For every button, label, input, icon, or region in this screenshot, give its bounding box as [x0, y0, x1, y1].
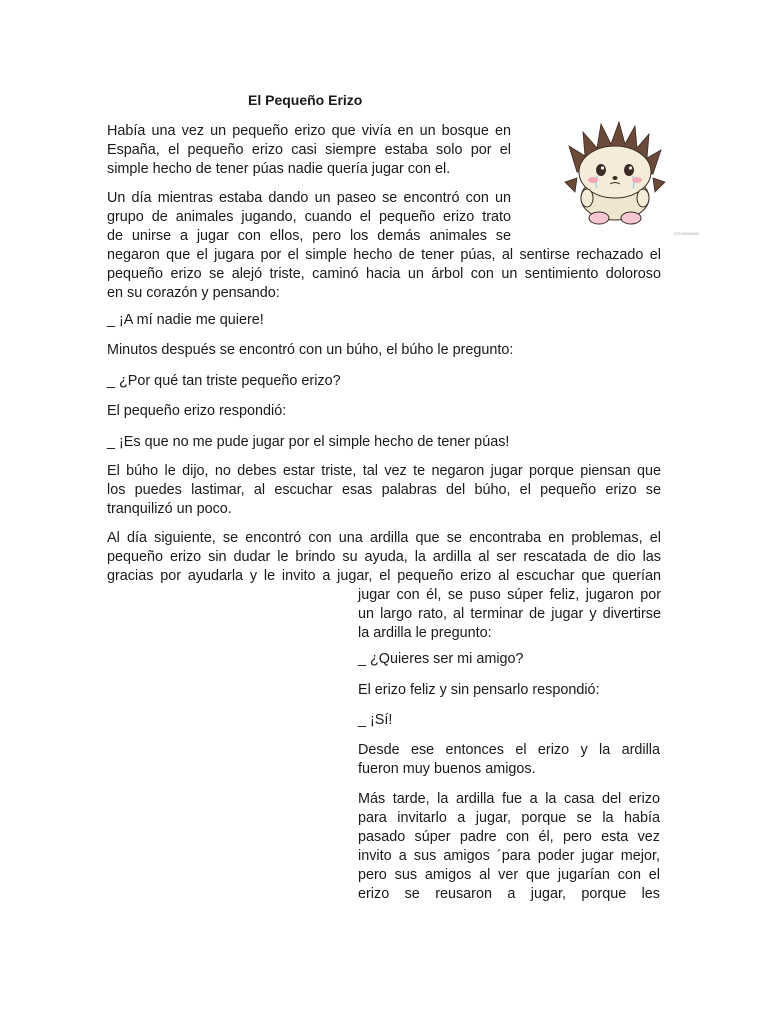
- paragraph-8: [107, 462, 661, 519]
- paragraph: Minutos después se encontró con un búho, el búho le pregunto:: [107, 342, 514, 358]
- dialogue-line: _ ¿Por qué tan triste pequeño erizo?: [107, 373, 341, 389]
- text-line: España, el pequeño erizo casi siempre estaba solo por el: [107, 142, 511, 158]
- text-line: un largo rato, al terminar de jugar y divertirse: [358, 606, 661, 622]
- text-line: El búho le dijo, no debes estar triste, tal vez te negaron jugar porque piensan que: [107, 463, 661, 479]
- paragraph-13: [358, 741, 660, 779]
- text-line: simple hecho de tener púas nadie quería jugar con el.: [107, 161, 451, 177]
- text-line: pequeño erizo sin dudar le brindo su ayuda, la ardilla al ser rescatada de dio las: [107, 549, 661, 565]
- text-line: tranquilizó un poco.: [107, 501, 232, 517]
- text-line: negaron que el jugara por el simple hecho de tener púas, al sentirse rechazado el: [107, 247, 661, 263]
- text-line: para invitarlo a jugar, porque se la había: [358, 810, 660, 826]
- dialogue-line: _ ¡Sí!: [358, 712, 393, 728]
- text-line: los puedes lastimar, al escuchar esas palabras del búho, el pequeño erizo se: [107, 482, 661, 498]
- text-line: Había una vez un pequeño erizo que vivía en un bosque en: [107, 123, 511, 139]
- text-line: grupo de animales jugando, cuando el pequeño erizo trato: [107, 209, 511, 225]
- text-line: Más tarde, la ardilla fue a la casa del erizo: [358, 791, 660, 807]
- text-line: erizo se reusaron a jugar, porque les: [358, 886, 660, 902]
- hedgehog-icon: [525, 112, 705, 236]
- paragraph: El pequeño erizo respondió:: [107, 403, 287, 419]
- text-line: Desde ese entonces el erizo y la ardilla: [358, 742, 660, 758]
- dialogue-line: _ ¡A mí nadie me quiere!: [107, 312, 264, 328]
- dialogue-line: _ ¿Quieres ser mi amigo?: [358, 651, 524, 667]
- text-line: en su corazón y pensando:: [107, 285, 280, 301]
- text-line: pasado súper padre con él, pero esta vez: [358, 829, 660, 845]
- hedgehog-illustration: [525, 112, 705, 236]
- text-line: fueron muy buenos amigos.: [358, 761, 536, 777]
- paragraph: El erizo feliz y sin pensarlo respondió:: [358, 682, 600, 698]
- image-credit: GOODMAMI: [673, 231, 699, 236]
- text-line: de unirse a jugar con ellos, pero los demás animales se: [107, 228, 511, 244]
- text-line: jugar con él, se puso súper feliz, jugaron por: [358, 587, 661, 603]
- text-line: Al día siguiente, se encontró con una ardilla que se encontraba en problemas, el: [107, 530, 661, 546]
- document-title: El Pequeño Erizo: [248, 92, 363, 108]
- text-line: invito a sus amigos ´para poder jugar mejor,: [358, 848, 660, 864]
- text-line: pero sus amigos al ver que jugarían con el: [358, 867, 660, 883]
- text-line: pequeño erizo se alejó triste, caminó hacia un árbol con un sentimiento doloroso: [107, 266, 661, 282]
- dialogue-line: _ ¡Es que no me pude jugar por el simple hecho de tener púas!: [107, 434, 510, 450]
- paragraph-1: [107, 122, 511, 179]
- text-line: la ardilla le pregunto:: [358, 625, 492, 641]
- paragraph-14: [358, 790, 660, 904]
- text-line: gracias por ayudarla y le invito a jugar, el pequeño erizo al escuchar que querían: [107, 568, 661, 584]
- paragraph-9: [107, 529, 661, 643]
- text-line: Un día mientras estaba dando un paseo se encontró con un: [107, 190, 511, 206]
